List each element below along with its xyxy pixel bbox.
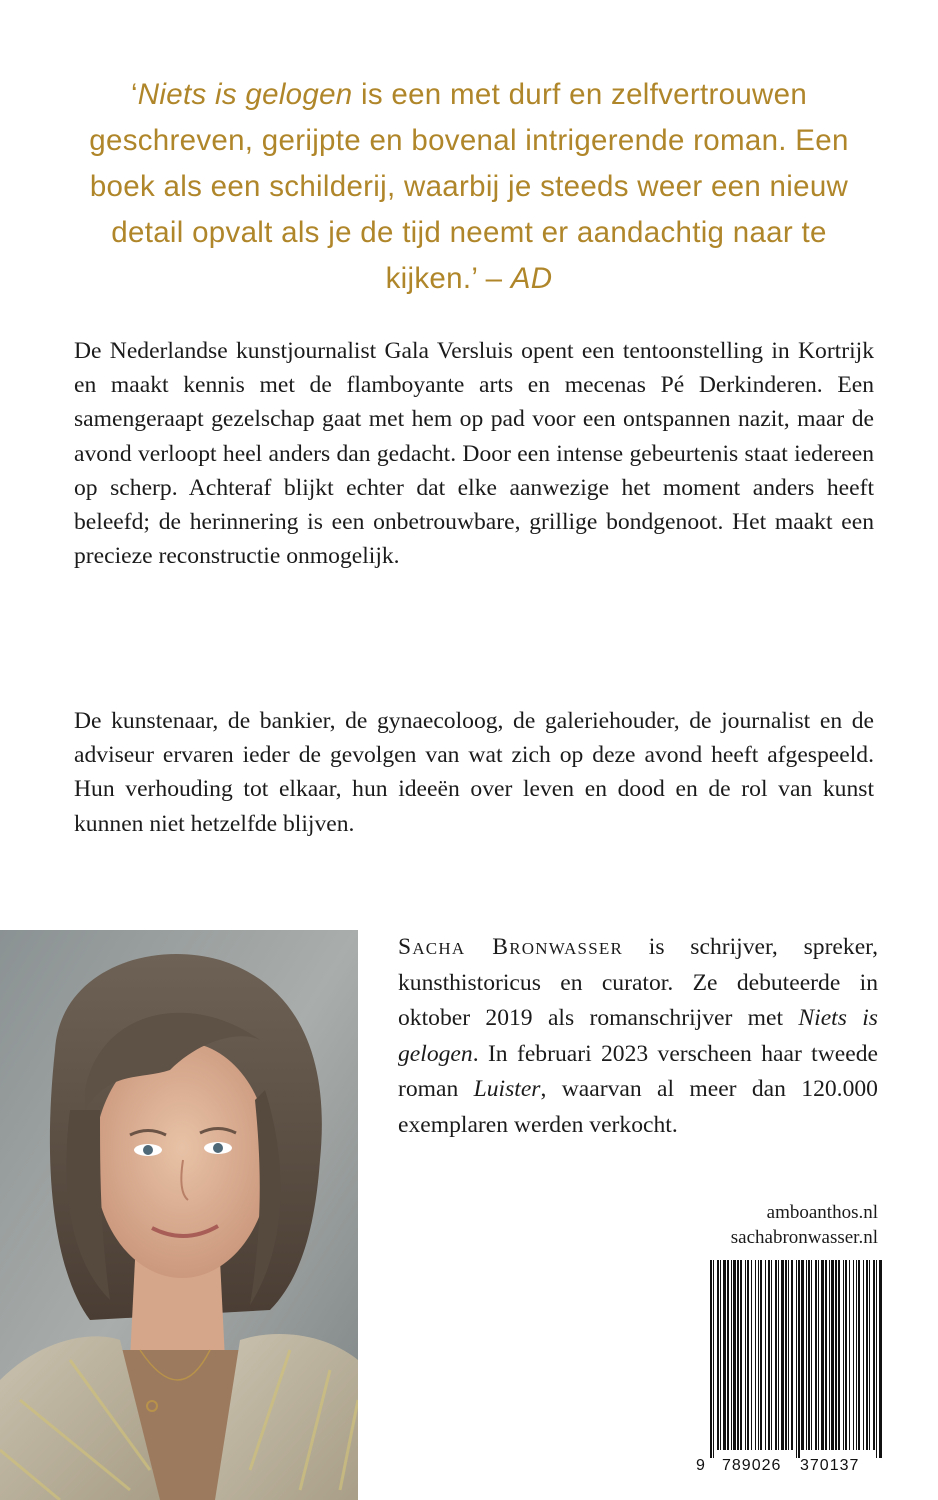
barcode-bar	[771, 1260, 772, 1450]
author-name: Sacha Bronwasser	[398, 934, 623, 960]
barcode-bar	[831, 1260, 834, 1450]
barcode-bar	[858, 1260, 860, 1450]
barcode-bar	[811, 1260, 812, 1450]
barcode-bar	[863, 1260, 864, 1450]
barcode-bar	[775, 1260, 777, 1450]
website-list	[640, 1201, 878, 1250]
barcode-bar	[876, 1260, 877, 1458]
quote-open-mark: ‘	[130, 78, 138, 111]
blurb-paragraph-2: De kunstenaar, de bankier, de gynaecoloog, de galeriehouder, de journalist en de adviseur ervaren ieder de gevolgen van wat zich op deze avond heeft afgespeeld. Hun verhouding tot elkaar, hun ideeën over leven en dood en de rol van kunst kunnen niet hetzelfde blijven.	[74, 708, 874, 837]
barcode-bar	[843, 1260, 844, 1450]
barcode-bar	[815, 1260, 817, 1450]
barcode-bar	[727, 1260, 729, 1450]
author-portrait-illustration	[0, 930, 358, 1500]
bio-book-1: Niets is gelogen	[398, 1005, 878, 1067]
barcode-bar	[829, 1260, 830, 1450]
barcode-bar	[747, 1260, 749, 1450]
bio-text-1: is schrijver, spreker, kunsthistoricus en curator. Ze debuteerde in oktober 2019 als romanschrijver met	[398, 934, 878, 1031]
barcode-bar	[758, 1260, 759, 1450]
barcode-bar	[825, 1260, 827, 1450]
review-quote	[70, 72, 868, 302]
quote-source: AD	[510, 262, 553, 295]
barcode-group-2: 370137	[800, 1457, 860, 1474]
barcode-bar	[853, 1260, 854, 1450]
barcode-bar	[849, 1260, 850, 1450]
barcode-bar	[856, 1260, 857, 1450]
bio-text-3: , waarvan al meer dan 120.000 exemplaren werden verkocht.	[398, 1076, 878, 1138]
barcode-bar	[740, 1260, 742, 1450]
barcode-bar	[796, 1260, 797, 1458]
barcode-bar	[869, 1260, 870, 1450]
barcode-bar	[808, 1260, 810, 1450]
barcode-bar	[806, 1260, 807, 1450]
barcode-bar	[723, 1260, 726, 1450]
quote-dash: –	[477, 262, 511, 295]
barcode-bar	[791, 1260, 793, 1450]
barcode-bar	[765, 1260, 766, 1450]
barcode-bar	[845, 1260, 847, 1450]
author-photo	[0, 930, 358, 1500]
barcode-bar	[768, 1260, 770, 1450]
barcode-bar	[755, 1260, 756, 1450]
barcode-bar	[818, 1260, 819, 1450]
barcode-bar	[798, 1260, 800, 1458]
barcode-bar	[873, 1260, 875, 1450]
author-bio	[398, 930, 878, 1143]
barcode-group-1: 789026	[722, 1457, 782, 1474]
barcode-bar	[720, 1260, 721, 1450]
blurb-paragraph-1: De Nederlandse kunstjournalist Gala Versluis opent een tentoonstelling in Kortrijk en maakt kennis met de flamboyante arts en mecenas Pé Derkinderen. Een samengeraapt gezelschap gaat met hem op pad voor een ontspannen nazit, maar de avond verloopt heel anders dan gedacht. Door een intense gebeurtenis staat iedereen op scherp. Achteraf blijkt echter dat elke aanwezige het moment anders heeft beleefd; de herinnering is een onbetrouwbare, grillige bondgenoot. Het maakt een precieze reconstructie onmogelijk.	[74, 338, 874, 570]
barcode-bar	[821, 1260, 824, 1450]
bio-text-2: . In februari 2023 verscheen haar tweede roman	[398, 1040, 878, 1102]
barcode-bar	[838, 1260, 840, 1450]
barcode-bar	[785, 1260, 787, 1450]
barcode-bar	[751, 1260, 752, 1450]
publisher-website[interactable]: amboanthos.nl	[766, 1202, 878, 1223]
barcode-bar	[835, 1260, 837, 1450]
quote-text: is een met durf en zelfvertrouwen geschreven, gerijpte en bovenal intrigerende roman. Een boek als een schilderij, waarbij je steeds weer een nieuw detail opvalt als je de tijd neemt er aandachtig naar te kijken.’	[89, 78, 849, 295]
barcode-bar	[713, 1260, 714, 1458]
barcode-bar	[788, 1260, 789, 1450]
barcode-bar	[733, 1260, 736, 1450]
barcode-bar	[866, 1260, 868, 1450]
author-website[interactable]: sachabronwasser.nl	[730, 1226, 878, 1248]
barcode-bar	[778, 1260, 779, 1450]
barcode-bar	[710, 1260, 712, 1458]
isbn-barcode	[694, 1258, 886, 1474]
barcode-bar	[781, 1260, 784, 1450]
bio-book-2: Luister	[473, 1076, 541, 1102]
quote-book-title: Niets is gelogen	[137, 78, 353, 111]
barcode-bar	[801, 1260, 804, 1450]
barcode-graphic	[694, 1258, 886, 1474]
barcode-first-digit: 9	[696, 1457, 705, 1474]
barcode-bar	[760, 1260, 762, 1450]
barcode-bar	[745, 1260, 746, 1450]
barcode-bar	[717, 1260, 719, 1450]
barcode-bar	[731, 1260, 732, 1450]
barcode-bar	[879, 1260, 882, 1458]
barcode-bar	[737, 1260, 739, 1450]
